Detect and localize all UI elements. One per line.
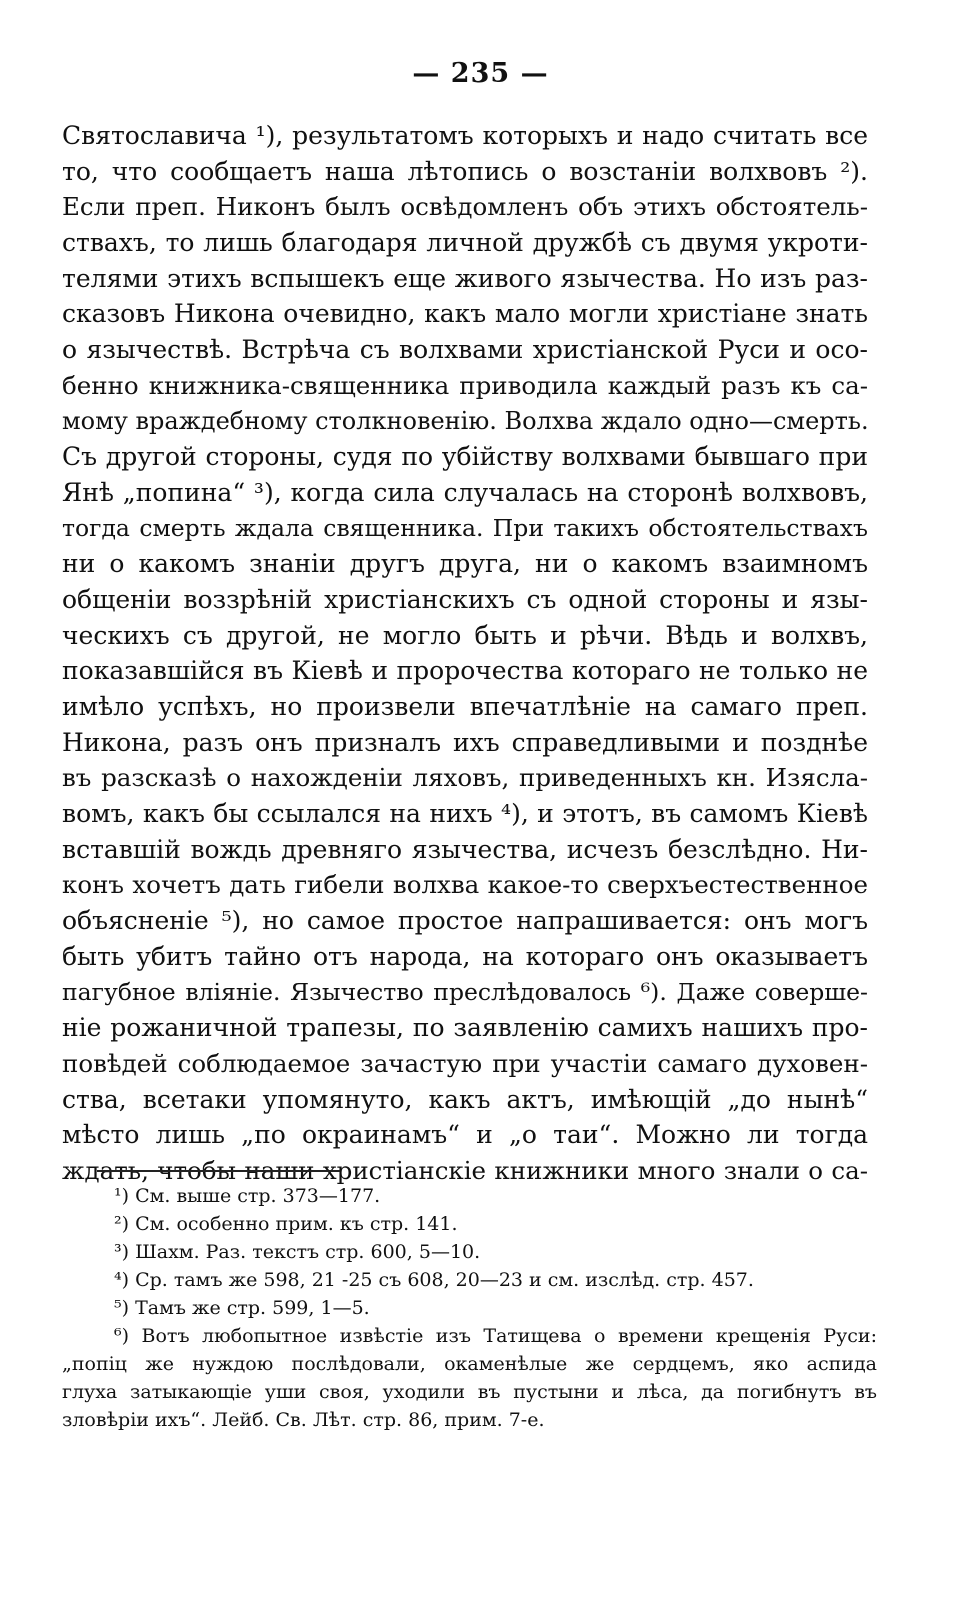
body-line: ческихъ съ другой, не могло быть и рѣчи. Вѣдь и волхвъ, (62, 620, 868, 650)
body-line: ждать, чтобы наши христіанскіе книжники много знали о са- (62, 1155, 868, 1185)
body-line: о язычествѣ. Встрѣча съ волхвами христіанской Руси и осо- (62, 335, 868, 365)
body-line: вставшій вождь древняго язычества, исчезъ безслѣдно. Ни- (62, 834, 868, 864)
body-line: мѣсто лишь „по окраинамъ“ и „о таи“. Можно ли тогда (62, 1120, 868, 1150)
body-line: ства, всетаки упомянуто, какъ актъ, имѣющій „до нынѣ“ (62, 1084, 868, 1114)
footnote-6-continued: „попiц же нуждою послѣдовали, окаменѣлые же сердцемъ, яко аспида (62, 1353, 877, 1375)
body-line: то, что сообщаетъ наша лѣтопись о возстаніи волхвовъ ²). (62, 156, 868, 186)
body-line: вомъ, какъ бы ссылался на нихъ ⁴), и этотъ, въ самомъ Кіевѣ (62, 799, 868, 829)
body-line: быть убитъ тайно отъ народа, на котораго онъ оказываетъ (62, 941, 868, 971)
body-line: повѣдей соблюдаемое зачастую при участіи самаго духовен- (62, 1048, 868, 1078)
body-line: мому враждебному столкновенію. Волхва ждало одно—смерть. (62, 406, 869, 435)
footnote-6-continued: глуха затыкающіе уши своя, уходили въ пустыни и лѣса, да погибнутъ въ (62, 1381, 877, 1403)
footnote-1: ¹) См. выше стр. 373—177. (114, 1185, 381, 1207)
body-line: ни о какомъ знаніи другъ друга, ни о какомъ взаимномъ (62, 549, 868, 579)
body-line: бенно книжника-священника приводила каждый разъ къ са- (62, 370, 868, 400)
body-line: объясненіе ⁵), но самое простое напрашивается: онъ могъ (62, 906, 868, 936)
body-line: Янѣ „попина“ ³), когда сила случалась на сторонѣ волхвовъ, (62, 477, 868, 507)
body-line: Святославича ¹), результатомъ которыхъ и надо считать все (62, 121, 868, 150)
body-line: Съ другой стороны, судя по убійству волхвами бывшаго при (62, 442, 868, 472)
body-line: Никона, разъ онъ призналъ ихъ справедливыми и позднѣе (62, 727, 868, 757)
page-number: — 235 — (412, 58, 549, 89)
body-line: въ разсказѣ о нахожденіи ляховъ, приведенныхъ кн. Изясла- (62, 763, 868, 793)
footnote-6-continued: зловѣріи ихъ“. Лейб. Св. Лѣт. стр. 86, прим. 7-е. (62, 1409, 545, 1431)
body-line: имѣло успѣхъ, но произвели впечатлѣніе на самаго преп. (62, 692, 868, 721)
body-line: тогда смерть ждала священника. При такихъ обстоятельствахъ (62, 513, 868, 542)
footnote-5: ⁵) Тамъ же стр. 599, 1—5. (114, 1297, 370, 1319)
body-line: телями этихъ вспышекъ еще живого язычества. Но изъ раз- (62, 263, 868, 293)
footnote-3: ³) Шахм. Раз. текстъ стр. 600, 5—10. (114, 1241, 481, 1263)
footnote-2: ²) См. особенно прим. къ стр. 141. (114, 1213, 458, 1235)
body-line: пагубное вліяніе. Язычество преслѣдовалось ⁶). Даже соверше- (62, 977, 868, 1006)
body-line: общеніи воззрѣній христіанскихъ съ одной стороны и язы- (62, 584, 868, 614)
body-line: сказовъ Никона очевидно, какъ мало могли христіане знать (62, 299, 868, 329)
footnote-6: ⁶) Вотъ любопытное извѣстіе изъ Татищева о времени крещенія Руси: (114, 1325, 877, 1347)
body-line: ніе рожаничной трапезы, по заявленію самихъ нашихъ про- (62, 1013, 868, 1043)
footnotes (62, 1182, 877, 1434)
body-line: конъ хочетъ дать гибели волхва какое-то сверхъестественное (62, 870, 868, 900)
body-text (62, 118, 868, 1189)
body-line: Если преп. Никонъ былъ освѣдомленъ объ этихъ обстоятель- (62, 192, 868, 222)
footnote-4: ⁴) Ср. тамъ же 598, 21 -25 съ 608, 20—23 и см. изслѣд. стр. 457. (114, 1269, 754, 1291)
footnote-divider (97, 1170, 340, 1172)
body-line: показавшійся въ Кіевѣ и пророчества котораго не только не (62, 656, 868, 686)
body-line: ствахъ, то лишь благодаря личной дружбѣ съ двумя укроти- (62, 228, 868, 258)
